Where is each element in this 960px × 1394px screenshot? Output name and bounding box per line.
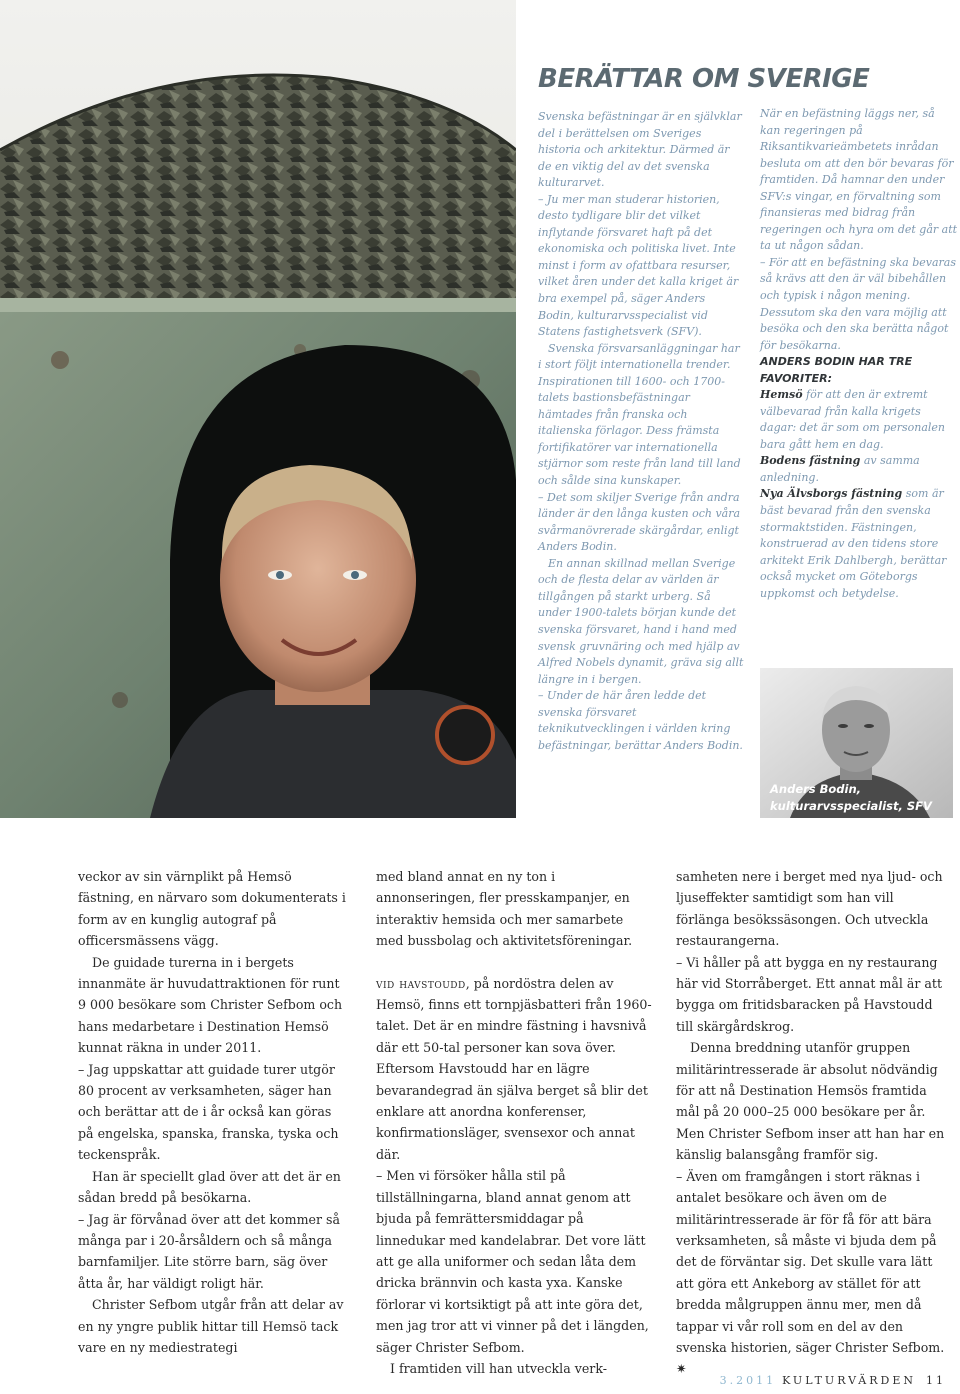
- caption-name: Anders Bodin,: [770, 782, 862, 796]
- favorite-item: [760, 486, 958, 602]
- main-photo: [0, 0, 516, 818]
- sidebar-paragraph: Svenska befästningar är en självklar del i berättelsen om Sveriges historia och arkitektur. Därmed är de en viktig del av det svenska kulturarvet.: [538, 110, 742, 190]
- portrait-caption: [770, 781, 955, 815]
- sidebar-column-2: [760, 106, 958, 602]
- body-paragraph: I framtiden vill han utveckla verk-: [390, 1360, 607, 1376]
- body-paragraph: – Jag är förvånad över att det kommer så många par i 20-årsåldern och så många barnfamiljer. Lite större barn, säg över åtta år, har väldigt roligt här.: [78, 1211, 340, 1291]
- page-number: 11: [926, 1374, 946, 1387]
- end-mark-icon: ✷: [676, 1361, 687, 1377]
- sidebar-paragraph: – För att en befästning ska bevaras så krävs att den är väl bibehållen och typisk i någon mening. Dessutom ska den vara möjlig att besöka och den ska berätta något för besökarna.: [760, 255, 957, 352]
- body-paragraph: – Jag uppskattar att guidade turer utgör 80 procent av verksamheten, säger han och berättar att de i år också kan göras på engelska, spanska, franska, tyska och teckenspråk.: [78, 1061, 339, 1163]
- body-paragraph: – Men vi försöker hålla stil på tillställningarna, bland annat genom att bjuda på femrättersmiddagar på linnedukar med kandelabrar. Det vore lätt att ge alla uniformer och sedan låta dem dricka brännvin och kasta yxa. Kanske förlorar vi kortsiktigt på att inte göra det, men jag tror att vi vinner på det i längden, säger Christer Sefbom.: [376, 1168, 649, 1355]
- section-lead-caps: vid havstoudd: [376, 975, 466, 991]
- body-paragraph: – Vi håller på att bygga en ny restaurang här vid Storråberget. Ett annat mål är att bygga om fritidsbaracken på Havstoudd till skärgårdskrog.: [676, 954, 943, 1034]
- body-column-2: [376, 866, 652, 1379]
- favorite-name: Bodens fästning: [760, 454, 861, 468]
- body-column-3: [676, 866, 946, 1380]
- favorite-text: av samma anledning.: [760, 454, 920, 484]
- folio: [720, 1374, 946, 1387]
- folio-magazine: KULTURVÄRDEN: [782, 1374, 916, 1387]
- sidebar-paragraph: – Det som skiljer Sverige från andra länder är den långa kusten och våra svårmanövrerade skärgårdar, enligt Anders Bodin.: [538, 490, 741, 554]
- favorite-name: Hemsö: [760, 388, 803, 402]
- sidebar-paragraph: När en befästning läggs ner, så kan regeringen på Riksantikvarieämbetets inrådan besluta om att den bör bevaras för framtiden. Då hamnar den under SFV:s vingar, en förvaltning som finansieras med bidrag från regeringen och hyra om det går att ta ut någon sådan.: [760, 107, 958, 253]
- body-paragraph: med bland annat en ny ton i annonseringen, fler presskampanjer, en interaktiv hemsida och mer samarbete med bussbolag och aktivitetsföreningar.: [376, 869, 633, 949]
- sidebar-paragraph: En annan skillnad mellan Sverige och de flesta delar av världen är tillgången på starkt urberg. Så under 1900-talets början kunde det svenska försvaret, hand i hand med svensk gruvnäring och med hjälp av Alfred Nobels dynamit, gräva sig allt längre in i bergen.: [538, 556, 744, 686]
- sidebar-paragraph: – Ju mer man studerar historien, desto tydligare blir det vilket inflytande försvaret haft på det ekonomiska och politiska livet. Inte minst i form av ofattbara resurser, vilket åren under det kalla kriget är bra exempel på, säger Anders Bodin, kulturarvsspecialist vid Statens fastighetsverk (SFV).: [538, 192, 739, 339]
- favorite-name: Nya Älvsborgs fästning: [760, 487, 903, 501]
- sidebar-paragraph: – Under de här åren ledde det svenska försvaret teknikutvecklingen i världen kring befästningar, berättar Anders Bodin.: [538, 689, 743, 752]
- sidebar-paragraph: Svenska försvarsanläggningar har i stort följt internationella trender. Inspirationen till 1600- och 1700-talets bastionsbefästningar hämtades från franska och italienska förlagor. Dess främsta fortifikatörer var internationella stjärnor som reste från land till land och sålde sina kunskaper.: [538, 341, 741, 488]
- body-paragraph: veckor av sin värnplikt på Hemsö fästning, en närvaro som dokumenterats i form av en kunglig autograf på officersmässens vägg.: [78, 869, 346, 949]
- sidebar-title: BERÄTTAR OM SVERIGE: [538, 64, 870, 94]
- body-paragraph: Han är speciellt glad över att det är en sådan bredd på besökarna.: [78, 1168, 341, 1206]
- caption-role: kulturarvsspecialist, SFV: [770, 799, 932, 813]
- body-column-1: [78, 866, 348, 1358]
- body-paragraph: [676, 1166, 946, 1380]
- body-paragraph: Christer Sefbom utgår från att delar av en ny yngre publik hittar till Hemsö tack vare en ny mediestrategi: [78, 1297, 344, 1355]
- sidebar-column-1: [538, 109, 744, 754]
- body-paragraph: samheten nere i berget med nya ljud- och ljuseffekter samtidigt som han vill förlänga besökssäsongen. Och utveckla restaurangerna.: [676, 869, 943, 949]
- favorite-text: som är bäst bevarad från den svenska stormaktstiden. Fästningen, konstruerad av den tidens store arkitekt Erik Dahlbergh, berättar också mycket om Göteborgs uppkomst och betydelse.: [760, 487, 947, 600]
- favorites-heading: ANDERS BODIN HAR TRE FAVORITER:: [760, 355, 913, 385]
- body-paragraph: [376, 973, 652, 1166]
- favorite-item: [760, 387, 958, 453]
- favorite-item: [760, 453, 958, 486]
- body-paragraph: Denna breddning utanför gruppen militärintresserade är absolut nödvändig för att nå Destination Hemsös framtida mål på 20 000–25 000 besökare per år. Men Christer Sefbom inser att han har en känslig balansgång framför sig.: [676, 1040, 945, 1163]
- body-paragraph: De guidade turerna in i bergets innanmäte är huvudattraktionen för runt 9 000 besökare som Christer Sefbom och hans medarbetare i Destination Hemsö kunnat räkna in under 2011.: [78, 954, 343, 1056]
- folio-issue: 3.2011: [719, 1374, 777, 1387]
- body-text: , på nordöstra delen av Hemsö, finns ett tornpjäsbatteri från 1960-talet. Det är en mindre fästning i havsnivå där ett 50-tal personer kan sova över. Eftersom Havstoudd har en lägre bevarandegrad än själva berget så blir det enklare att anordna konferenser, konfirmationsläger, svensexor och annat där.: [376, 975, 652, 1162]
- body-text: – Även om framgången i stort räknas i antalet besökare och även om de militärintresserade är för få för att bära verksamheten, så måste vi bjuda dem på det de förväntar sig. Det skulle vara lätt att göra ett Ankeborg av stället för att bredda målgruppen ännu mer, men då tappar vi vår roll som en del av den svenska historien, säger Christer Sefbom.: [676, 1168, 945, 1355]
- favorite-text: för att den är extremt välbevarad från kalla krigets dagar: det är som om personalen bara gått hem en dag.: [760, 388, 946, 451]
